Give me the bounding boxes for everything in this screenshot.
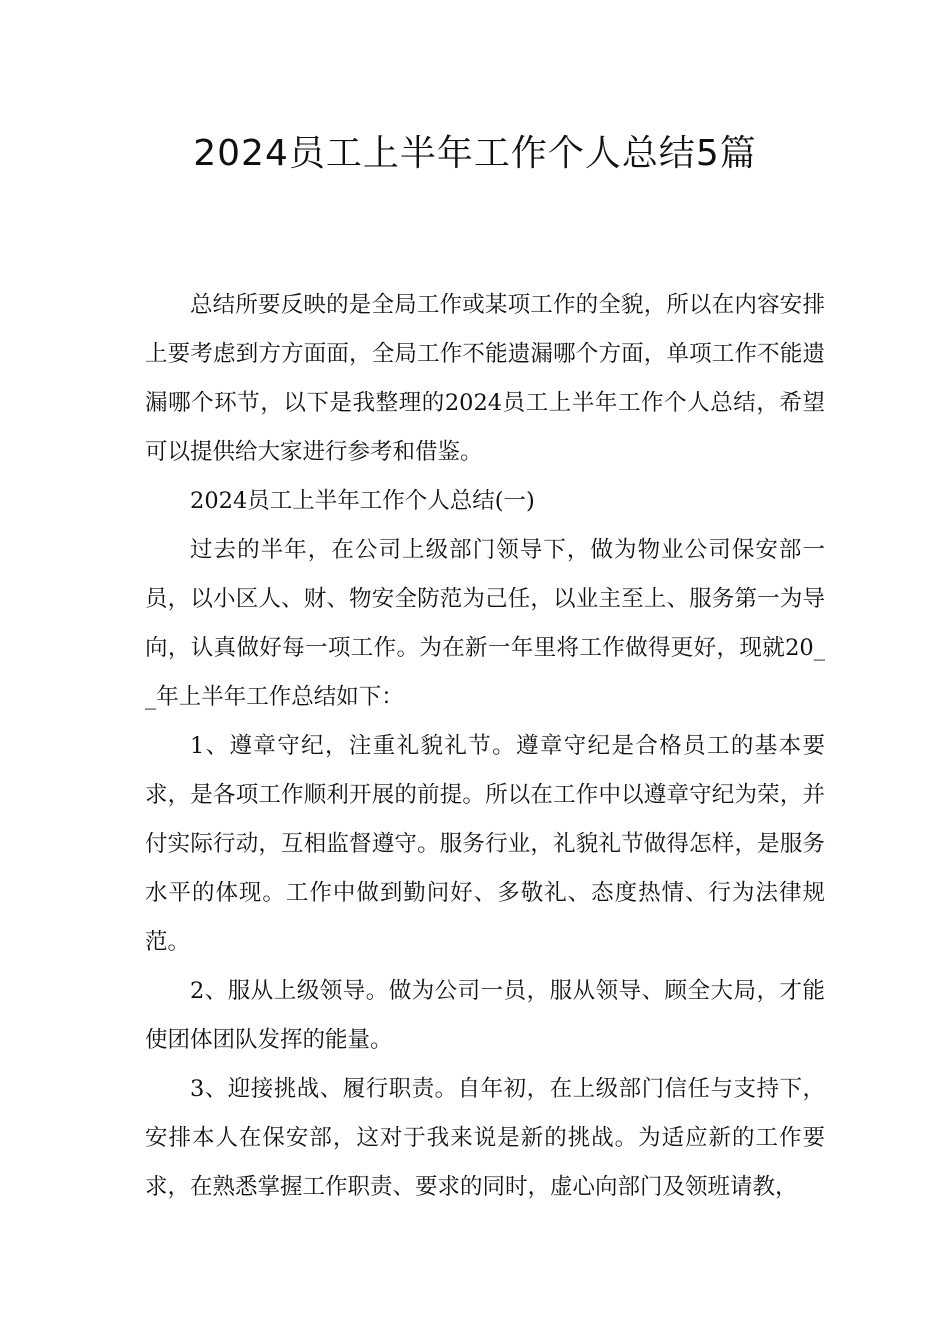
intro-paragraph: 总结所要反映的是全局工作或某项工作的全貌，所以在内容安排上要考虑到方方面面，全局工作不能遗漏哪个方面，单项工作不能遗漏哪个环节，以下是我整理的2024员工上半年工作个人总结，希望可以提供给大家进行参考和借鉴。	[145, 292, 825, 465]
body-paragraph: 2、服从上级领导。做为公司一员，服从领导、顾全大局，才能使团体团队发挥的能量。	[145, 978, 825, 1053]
body-paragraph: 过去的半年，在公司上级部门领导下，做为物业公司保安部一员，以小区人、财、物安全防范为己任，以业主至上、服务第一为导向，认真做好每一项工作。为在新一年里将工作做得更好，现就20__年上半年工作总结如下：	[145, 537, 825, 710]
body-paragraph: 3、迎接挑战、履行职责。自年初，在上级部门信任与支持下，安排本人在保安部，这对于我来说是新的挑战。为适应新的工作要求，在熟悉掌握工作职责、要求的同时，虚心向部门及领班请教，	[145, 1076, 825, 1200]
body-paragraph: 1、遵章守纪，注重礼貌礼节。遵章守纪是合格员工的基本要求，是各项工作顺利开展的前提。所以在工作中以遵章守纪为荣，并付实际行动，互相监督遵守。服务行业，礼貌礼节做得怎样，是服务水平的体现。工作中做到勤问好、多敬礼、态度热情、行为法律规范。	[145, 733, 825, 955]
section-heading: 2024员工上半年工作个人总结(一)	[190, 488, 535, 514]
document-title: 2024员工上半年工作个人总结5篇	[193, 133, 757, 174]
document-body	[145, 281, 825, 1212]
